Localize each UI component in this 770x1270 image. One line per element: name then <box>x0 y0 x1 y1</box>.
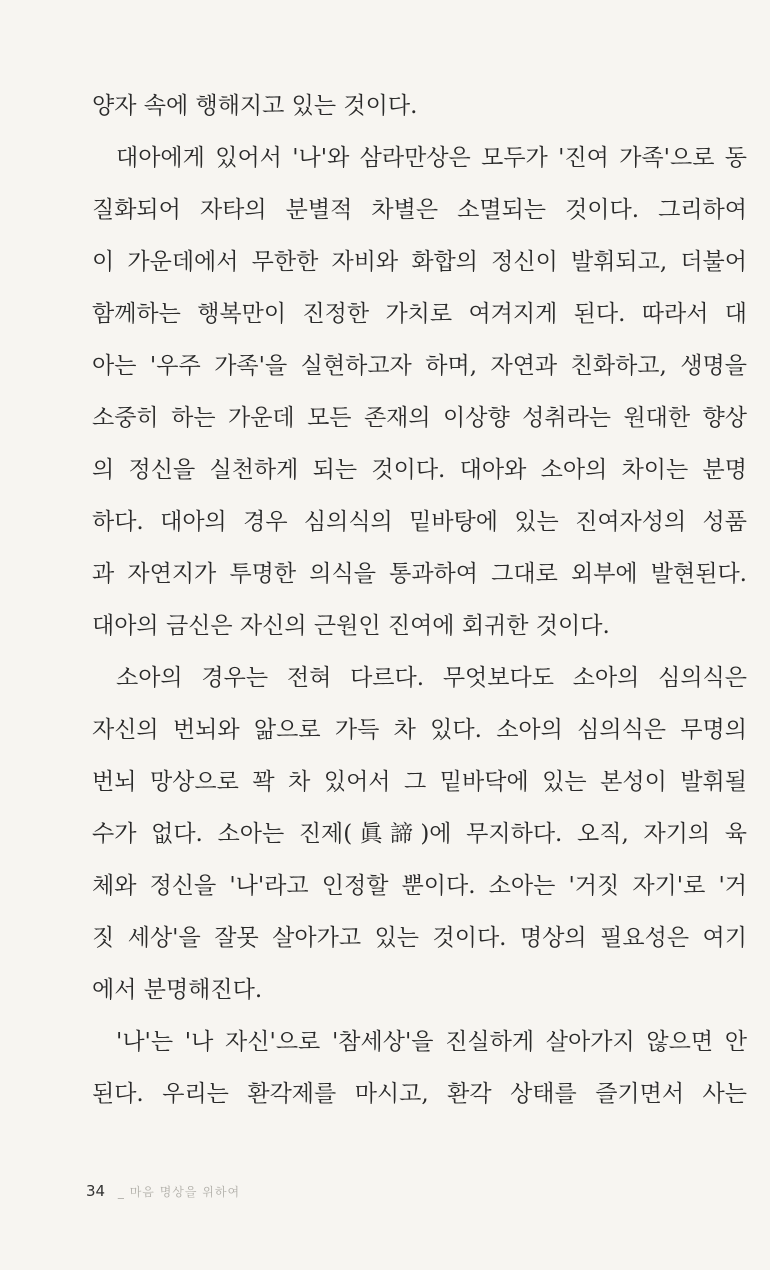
page-number: 34 <box>86 1182 106 1200</box>
text-line-12: 소아의 경우는 전혀 다르다. 무엇보다도 소아의 심의식은 <box>116 665 747 691</box>
text-line-3: 질화되어 자타의 분별적 차별은 소멸되는 것이다. 그리하여 <box>92 197 747 223</box>
text-line-9: 하다. 대아의 경우 심의식의 밑바탕에 있는 진여자성의 성품 <box>92 509 747 535</box>
text-line-16: 체와 정신을 '나'라고 인정할 뿐이다. 소아는 '거짓 자기'로 '거 <box>92 873 747 899</box>
text-line-18: 에서 분명해진다. <box>92 977 263 1003</box>
text-line-17: 짓 세상'을 잘못 살아가고 있는 것이다. 명상의 필요성은 여기 <box>92 925 747 951</box>
text-line-19: '나'는 '나 자신'으로 '참세상'을 진실하게 살아가지 않으면 안 <box>116 1029 747 1055</box>
text-line-11: 대아의 금신은 자신의 근원인 진여에 회귀한 것이다. <box>92 613 610 639</box>
text-line-14: 번뇌 망상으로 꽉 차 있어서 그 밑바닥에 있는 본성이 발휘될 <box>92 769 747 795</box>
page-footer <box>86 1182 240 1200</box>
text-line-20: 된다. 우리는 환각제를 마시고, 환각 상태를 즐기면서 사는 <box>92 1081 747 1107</box>
text-line-8: 의 정신을 실천하게 되는 것이다. 대아와 소아의 차이는 분명 <box>92 457 747 483</box>
text-line-1: 양자 속에 행해지고 있는 것이다. <box>92 93 418 119</box>
text-line-13: 자신의 번뇌와 앎으로 가득 차 있다. 소아의 심의식은 무명의 <box>92 717 747 743</box>
text-line-2: 대아에게 있어서 '나'와 삼라만상은 모두가 '진여 가족'으로 동 <box>116 145 747 171</box>
text-line-10: 과 자연지가 투명한 의식을 통과하여 그대로 외부에 발현된다. <box>92 561 747 587</box>
running-title: _ 마음 명상을 위하여 <box>117 1185 241 1199</box>
body-text <box>92 82 747 1122</box>
text-line-4: 이 가운데에서 무한한 자비와 화합의 정신이 발휘되고, 더불어 <box>92 249 747 275</box>
text-line-7: 소중히 하는 가운데 모든 존재의 이상향 성취라는 원대한 향상 <box>92 405 747 431</box>
text-line-15: 수가 없다. 소아는 진제(眞諦)에 무지하다. 오직, 자기의 육 <box>92 821 747 847</box>
text-line-5: 함께하는 행복만이 진정한 가치로 여겨지게 된다. 따라서 대 <box>92 301 747 327</box>
text-line-6: 아는 '우주 가족'을 실현하고자 하며, 자연과 친화하고, 생명을 <box>92 353 747 379</box>
